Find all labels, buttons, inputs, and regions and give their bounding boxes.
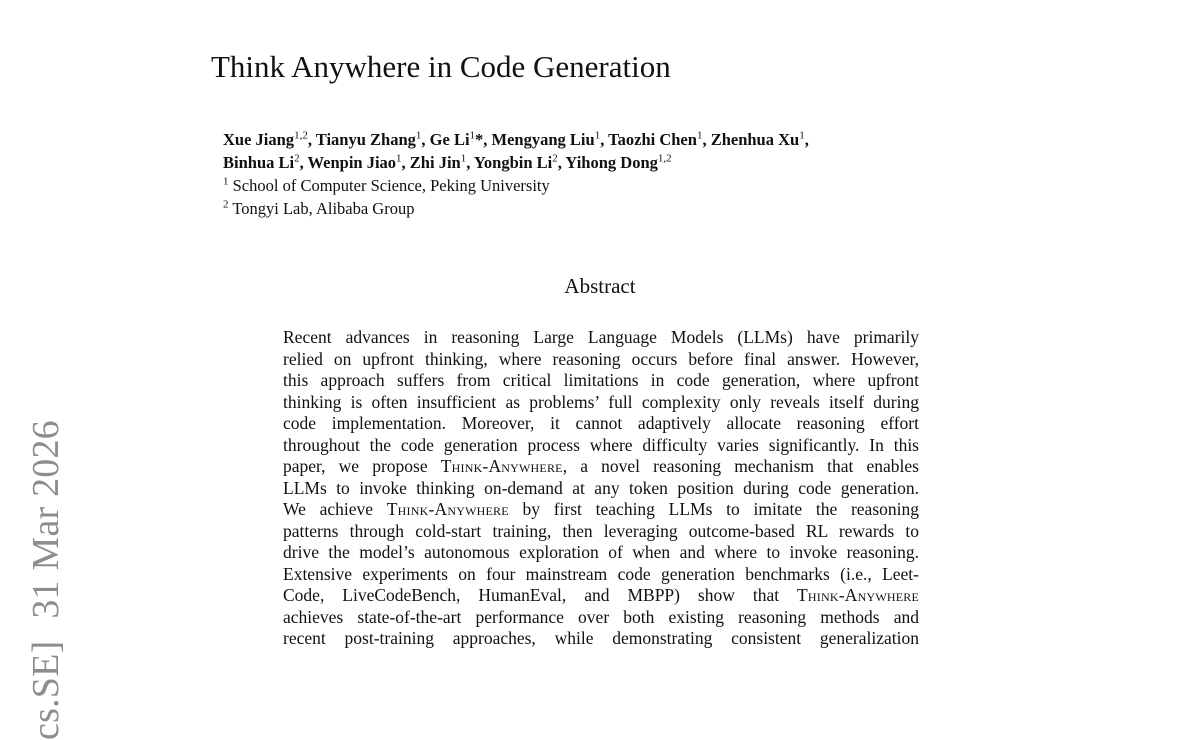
author-name: Zhenhua Xu$^1$,: [710, 129, 809, 149]
author-name: Ge Li$^1$*,: [429, 129, 492, 149]
author-name: Xue Jiang$^{1,2}$,: [223, 129, 316, 149]
abstract-line: Recent advances in reasoning Large Language Models (LLMs) have primarily: [283, 327, 919, 347]
author-name: Tianyu Zhang$^1$,: [315, 129, 430, 149]
author-name: Mengyang Liu$^1$,: [491, 129, 609, 149]
author-line-2: [223, 151, 983, 174]
abstract-line: LLMs to invoke thinking on-demand at any token position during code generation.: [283, 477, 919, 498]
arxiv-date: 31 Mar 2026: [25, 420, 67, 619]
arxiv-category: cs.SE]: [25, 640, 67, 740]
affiliation-1: $^1$ School of Computer Science, Peking University: [223, 175, 550, 195]
abstract-body: [283, 327, 919, 650]
abstract-line: We achieve Think-Anywhere by first teaching LLMs to imitate the reasoning: [283, 499, 919, 519]
paper-title: Think Anywhere in Code Generation: [211, 49, 671, 84]
author-name: Yongbin Li$^2$,: [473, 152, 566, 172]
abstract-line: paper, we propose Think-Anywhere, a novel reasoning mechanism that enables: [283, 456, 919, 476]
author-line-1: [223, 128, 983, 151]
author-name: Yihong Dong$^{1,2}$: [565, 152, 672, 172]
abstract-line: this approach suffers from critical limitations in code generation, where upfront: [283, 370, 919, 390]
arxiv-side-stamp: [24, 320, 68, 740]
abstract-line: throughout the code generation process where difficulty varies significantly. In this: [283, 434, 919, 455]
abstract-heading: Abstract: [564, 274, 636, 298]
affiliation-2: $^2$ Tongyi Lab, Alibaba Group: [223, 198, 415, 218]
author-name: Binhua Li$^2$,: [223, 152, 308, 172]
abstract-line: achieves state-of-the-art performance over both existing reasoning methods and: [283, 606, 919, 627]
author-name: Wenpin Jiao$^1$,: [307, 152, 410, 172]
abstract-line: recent post-training approaches, while demonstrating consistent generalization: [283, 628, 919, 648]
abstract-line: Code, LiveCodeBench, HumanEval, and MBPP) show that Think-Anywhere: [283, 585, 919, 605]
abstract-line: thinking is often insufficient as problems’ full complexity only reveals itself during: [283, 391, 919, 412]
author-name: Taozhi Chen$^1$,: [608, 129, 711, 149]
abstract-line: patterns through cold-start training, then leveraging outcome-based RL rewards to: [283, 520, 919, 541]
author-name: Zhi Jin$^1$,: [409, 152, 474, 172]
author-block: [223, 128, 983, 220]
abstract-line: relied on upfront thinking, where reasoning occurs before final answer. However,: [283, 348, 919, 369]
abstract-line: Extensive experiments on four mainstream code generation benchmarks (i.e., Leet-: [283, 563, 919, 584]
abstract-line: drive the model’s autonomous exploration of when and where to invoke reasoning.: [283, 542, 919, 562]
abstract-line: code implementation. Moreover, it cannot adaptively allocate reasoning effort: [283, 413, 919, 433]
